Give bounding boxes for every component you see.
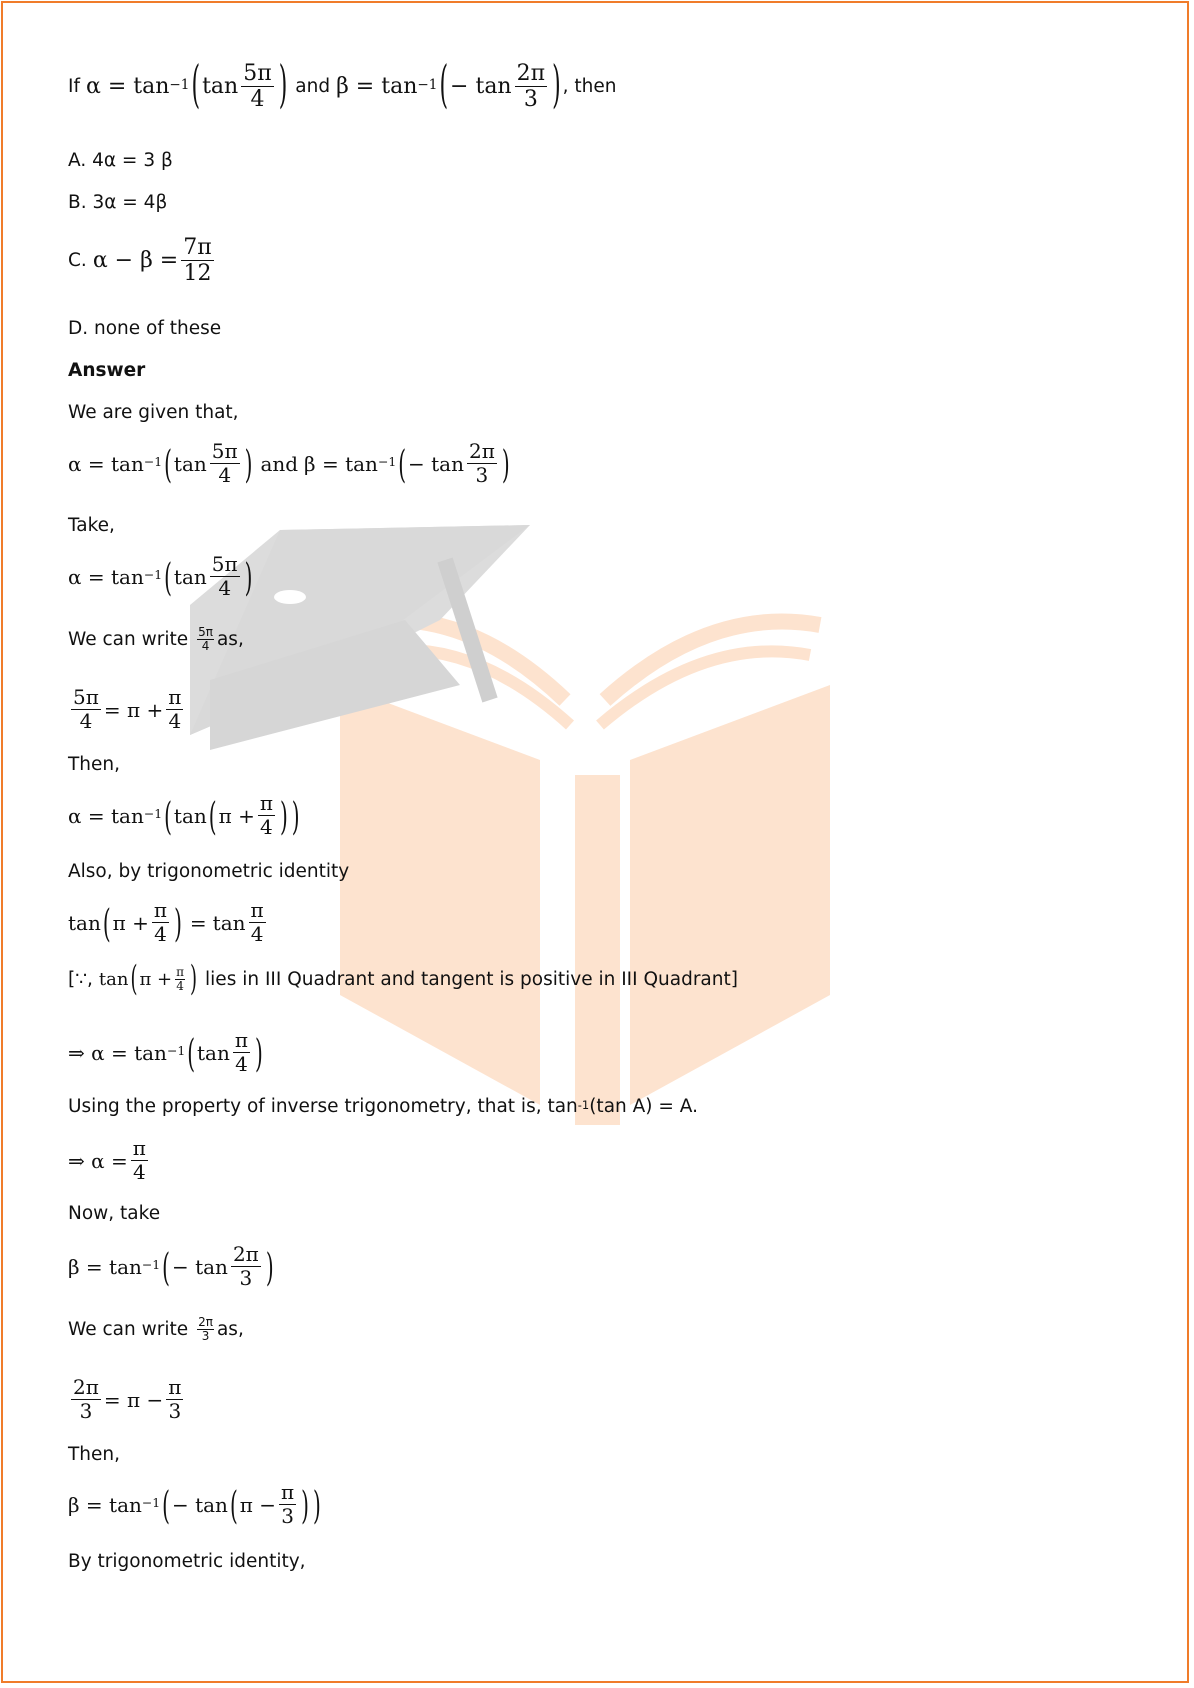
- identity-equation: tan ( π + $\frac{\pi}{4}$ ) = tan $\frac{\pi}{4}$: [68, 898, 264, 946]
- given-text: We are given that,: [68, 402, 239, 423]
- and-word: and: [295, 76, 331, 98]
- fraction-5pi-4: $\frac{5\pi}{4}$: [243, 61, 272, 113]
- write-2pi3-line: We can write $\frac{2\pi}{3}$ as,: [68, 1315, 244, 1343]
- alpha-equation: α = tan −1 ( tan $\frac{5\pi}{4}$ ): [68, 552, 253, 600]
- then-text: Then,: [68, 754, 121, 775]
- eq-2pi3-split: $\frac{2\pi}{3}$ = π − $\frac{\pi}{3}$: [73, 1375, 182, 1423]
- take-text: Take,: [68, 515, 115, 536]
- given-equation: α = tan −1 ( tan $\frac{5\pi}{4}$ ) and β = tan −1 ( − tan $\frac{2\pi}{3}$ ): [68, 439, 510, 487]
- write-5pi4-line: We can write $\frac{5\pi}{4}$ as,: [68, 625, 244, 653]
- answer-heading: Answer: [68, 360, 146, 381]
- quadrant-note: [∵, tan ( π + $\frac{\pi}{4}$ ) lies in III Quadrant and tangent is positive in III Quadrant]: [68, 959, 738, 1000]
- fraction-2pi-3: $\frac{2\pi}{3}$: [516, 61, 546, 113]
- identity-text: Also, by trigonometric identity: [68, 861, 350, 882]
- question-statement: [68, 57, 617, 116]
- now-take-text: Now, take: [68, 1203, 161, 1224]
- identity-text-2: By trigonometric identity,: [68, 1551, 306, 1572]
- alpha-rewritten: α = tan −1 ( tan ( π + $\frac{\pi}{4}$ ) ): [68, 791, 300, 839]
- beta-equation: β = tan −1 ( − tan $\frac{2\pi}{3}$ ): [68, 1242, 274, 1290]
- beta-rewritten: β = tan −1 ( − tan ( π − $\frac{\pi}{3}$ ) ): [68, 1480, 321, 1528]
- then-text-2: Then,: [68, 1444, 121, 1465]
- beta-definition: β = tan −1 ( − tan $\frac{2\pi}{3}$ ): [336, 57, 561, 116]
- alpha-definition: α = tan −1 ( tan $\frac{5\pi}{4}$ ): [85, 57, 288, 116]
- eq-5pi4-split: $\frac{5\pi}{4}$ = π + $\frac{\pi}{4}$: [73, 685, 182, 733]
- then-word: , then: [562, 76, 617, 98]
- property-text: Using the property of inverse trigonometry, that is, tan -1 (tan A) = A.: [68, 1096, 698, 1117]
- option-b: B. 3α = 4β: [68, 192, 168, 213]
- alpha-result: ⇒ α = $\frac{\pi}{4}$: [68, 1136, 146, 1184]
- option-a: A. 4α = 3 β: [68, 150, 173, 171]
- implies-alpha: ⇒ α = tan −1 ( tan $\frac{\pi}{4}$ ): [68, 1028, 263, 1076]
- fraction-7pi-12: $\frac{7\pi}{12}$: [183, 235, 212, 287]
- option-d: D. none of these: [68, 318, 222, 339]
- if-word: If: [68, 76, 80, 98]
- option-c: C. α − β = $\frac{7\pi}{12}$: [68, 235, 212, 287]
